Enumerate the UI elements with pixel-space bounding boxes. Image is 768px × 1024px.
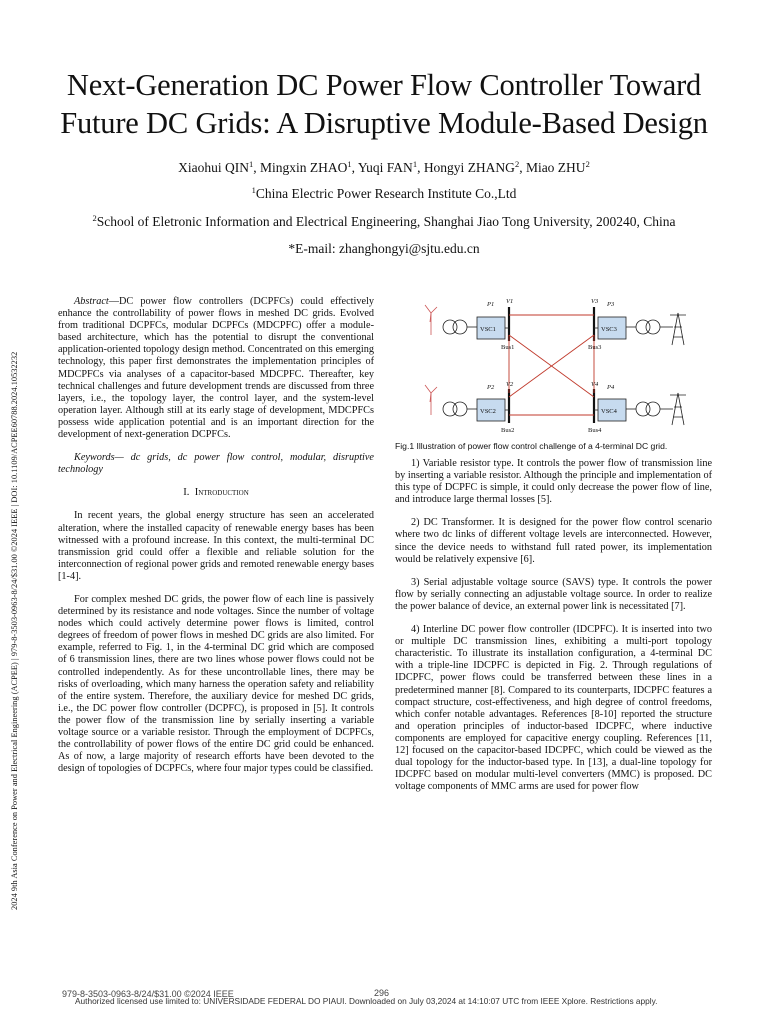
bus-label: Bus2 [501, 427, 515, 434]
figure-1-diagram [395, 293, 713, 438]
body-paragraph: 4) Interline DC power flow controller (IDCPFC). It is inserted into two or multiple DC transmission lines, exhibiting a multi-port topology characteristic. To illustrate its installation configuration, a 4-terminal DC with a triple-line IDCPFC is depicted in Fig. 2. Through regulations of IDCPFC, power flows could be transferred between these lines in a predetermined manner [8]. Compared to its counterparts, IDCPFC features a compact structure, cost-effectiveness, and high degree of control freedoms, which confer notable advantages. References [8-10] reported the structure and operation principles of inductor-based IDCPFC, where inductive components are employed for capacitive energy coupling. References [11, 12] focused on the capacitor-based IDCPFC, which could be viewed as the dual topology for the inductor-based type. In [13], a dual-line topology for IDCPFC based on modular multi-level converters (MMC) is proposed. DC voltage components of MMC arms are used for power flow [395, 624, 712, 793]
voltage-label: V4 [591, 381, 599, 388]
section-number: I. [183, 487, 190, 499]
wind-turbine-icon [425, 385, 437, 415]
body-paragraph: 2) DC Transformer. It is designed for the power flow control scenario where two dc links of different voltage levels are interconnected. However, since the device needs to withstand full rated power, its implementation would be relatively expensive [6]. [395, 517, 712, 565]
paper-title: Next-Generation DC Power Flow Controller Toward Future DC Grids: A Disruptive Module-Based Design [60, 68, 708, 140]
voltage-label: V1 [506, 298, 514, 305]
affil-mark: 2 [92, 213, 97, 223]
abstract-text: —DC power flow controllers (DCPFCs) could effectively enhance the controllability of power flows in meshed DC grids. Evolved from traditional DCPFCs, modular DCPFCs (MDCPFC) offer a module-based architecture, which has the potential to disrupt the conventional application-oriented topology design method. Concentrated on this emerging technology, this paper first demonstrates the implementation principles of MDCPFCs via analyses of a capacitor-based MDCPFC. Thereafter, key technical challenges and future development trends are discussed from three layers, i.e., the topology layer, the control layer, and the system-level operation layer. Although still at its early stage of development, MDCPFCs possess wide application potential and is an important direction for the development of next-generation DCPFCs. [58, 296, 374, 441]
body-paragraph: In recent years, the global energy structure has seen an accelerated alteration, where the installed capacity of renewable energy bases has been witnessed with a profound increase. In this context, the multi-terminal DC transmission grid could offer a flexible and reliable solution for the interconnection of regional power grids and remoted renewable energy bases [1-4]. [58, 510, 374, 582]
author-name: Miao ZHU [525, 160, 586, 175]
voltage-label: V2 [506, 381, 514, 388]
voltage-label: V3 [591, 298, 599, 305]
affiliation-2 [0, 213, 768, 230]
bus-label: Bus1 [501, 344, 515, 351]
left-column [58, 296, 374, 786]
grid-tower-icon [670, 313, 686, 345]
converter-label: VSC2 [480, 408, 496, 415]
affiliation-1 [0, 185, 768, 202]
corresponding-email[interactable]: *E-mail: zhanghongyi@sjtu.edu.cn [288, 241, 480, 256]
affil-text: China Electric Power Research Institute Co.,Ltd [255, 186, 517, 201]
power-label: P4 [607, 384, 615, 391]
affil-text: School of Eletronic Information and Electrical Engineering, Shanghai Jiao Tong University, 200240, China [96, 214, 676, 229]
page-number: 296 [374, 988, 390, 998]
power-label: P1 [487, 301, 495, 308]
figure-caption: Fig.1 Illustration of power flow control challenge of a 4-terminal DC grid. [395, 441, 668, 451]
bus-label: Bus3 [588, 344, 602, 351]
abstract [58, 296, 374, 441]
abstract-label: Abstract [74, 296, 109, 307]
bus-label: Bus4 [588, 427, 602, 434]
author-name: Mingxin ZHAO [260, 160, 348, 175]
wind-turbine-icon [425, 305, 437, 335]
author-name: Xiaohui QIN [178, 160, 250, 175]
body-paragraph: 3) Serial adjustable voltage source (SAVS) type. It controls the power flow by serially connecting an adjustable voltage source. In order to realize the power balance of device, an external power link is necessitated [7]. [395, 576, 712, 612]
sidebar-text: 2024 9th Asia Conference on Power and Electrical Engineering (ACPEE) | 979-8-3503-0963-8/24/$31.00 ©2024 IEEE | DOI: 10.1109/ACPEE60788.2024.10532232 [10, 351, 19, 910]
converter-label: VSC4 [601, 408, 617, 415]
author-affil-mark: 2 [585, 159, 590, 169]
license-notice: Authorized licensed use limited to: UNIVERSIDADE FEDERAL DO PIAUI. Downloaded on July 03,2024 at 14:10:07 UTC from IEEE Xplore. Restrictions apply. [75, 996, 658, 1006]
power-label: P2 [487, 384, 495, 391]
converter-label: VSC3 [601, 326, 617, 333]
footer-identifier: 979-8-3503-0963-8/24/$31.00 ©2024 IEEE [62, 989, 234, 999]
author-affil-mark: 1 [347, 159, 352, 169]
body-paragraph: For complex meshed DC grids, the power flow of each line is passively determined by its resistance and node voltages. Since the number of voltage nodes which could actively determine power flows is limited, control degrees of freedom of power flows in meshed DC grids are also limited. For example, referred to Fig. 1, in the 4-terminal DC grid which are composed of 6 transmission lines, there are two lines whose power flows could not be controlled independently. As for these uncontrollable lines, there may be risks of overloading, which many harness the operation safety and reliability of the entire system. Therefore, the auxiliary device for meshed DC grids, i.e., the DC power flow controller (DCPFC), is proposed in [5]. It controls the power flow of the transmission line by serially inserting a variable voltage source or a variable resistor. Through the employment of DCPFCs, the controllability of power flows of the entire DC grid could be enhanced. As of now, a large majority of research efforts have been devoted to the design of topologies of DCPFCs, where four major types could be classified. [58, 593, 374, 775]
author-list: Xiaohui QIN$^1$, Mingxin ZHAO$^1$, Yuqi FAN$^1$, Hongyi ZHANG$^2$, Miao ZHU$^2$ [178, 159, 590, 175]
body-paragraph: 1) Variable resistor type. It controls the power flow of transmission line by inserting a variable resistor. Although the principle and implementation of this type of DCPFC is simple, it could only decrease the power flow of line, and introduce large thermal losses [5]. [395, 458, 712, 506]
section-title: Introduction [194, 487, 249, 499]
author-name: Hongyi ZHANG [423, 160, 515, 175]
author-affil-mark: 1 [249, 159, 254, 169]
ieee-sidebar [10, 165, 22, 910]
converter-label: VSC1 [480, 326, 496, 333]
transmission-lines [509, 315, 594, 415]
affil-mark: 1 [251, 185, 256, 195]
section-heading [58, 487, 374, 499]
author-affil-mark: 1 [412, 159, 418, 169]
author-name: Yuqi FAN [357, 160, 413, 175]
right-column [395, 458, 712, 804]
power-label: P3 [607, 301, 615, 308]
author-affil-mark: 2 [514, 159, 520, 169]
keywords: Keywords— dc grids, dc power flow control, modular, disruptive technology [58, 452, 374, 476]
